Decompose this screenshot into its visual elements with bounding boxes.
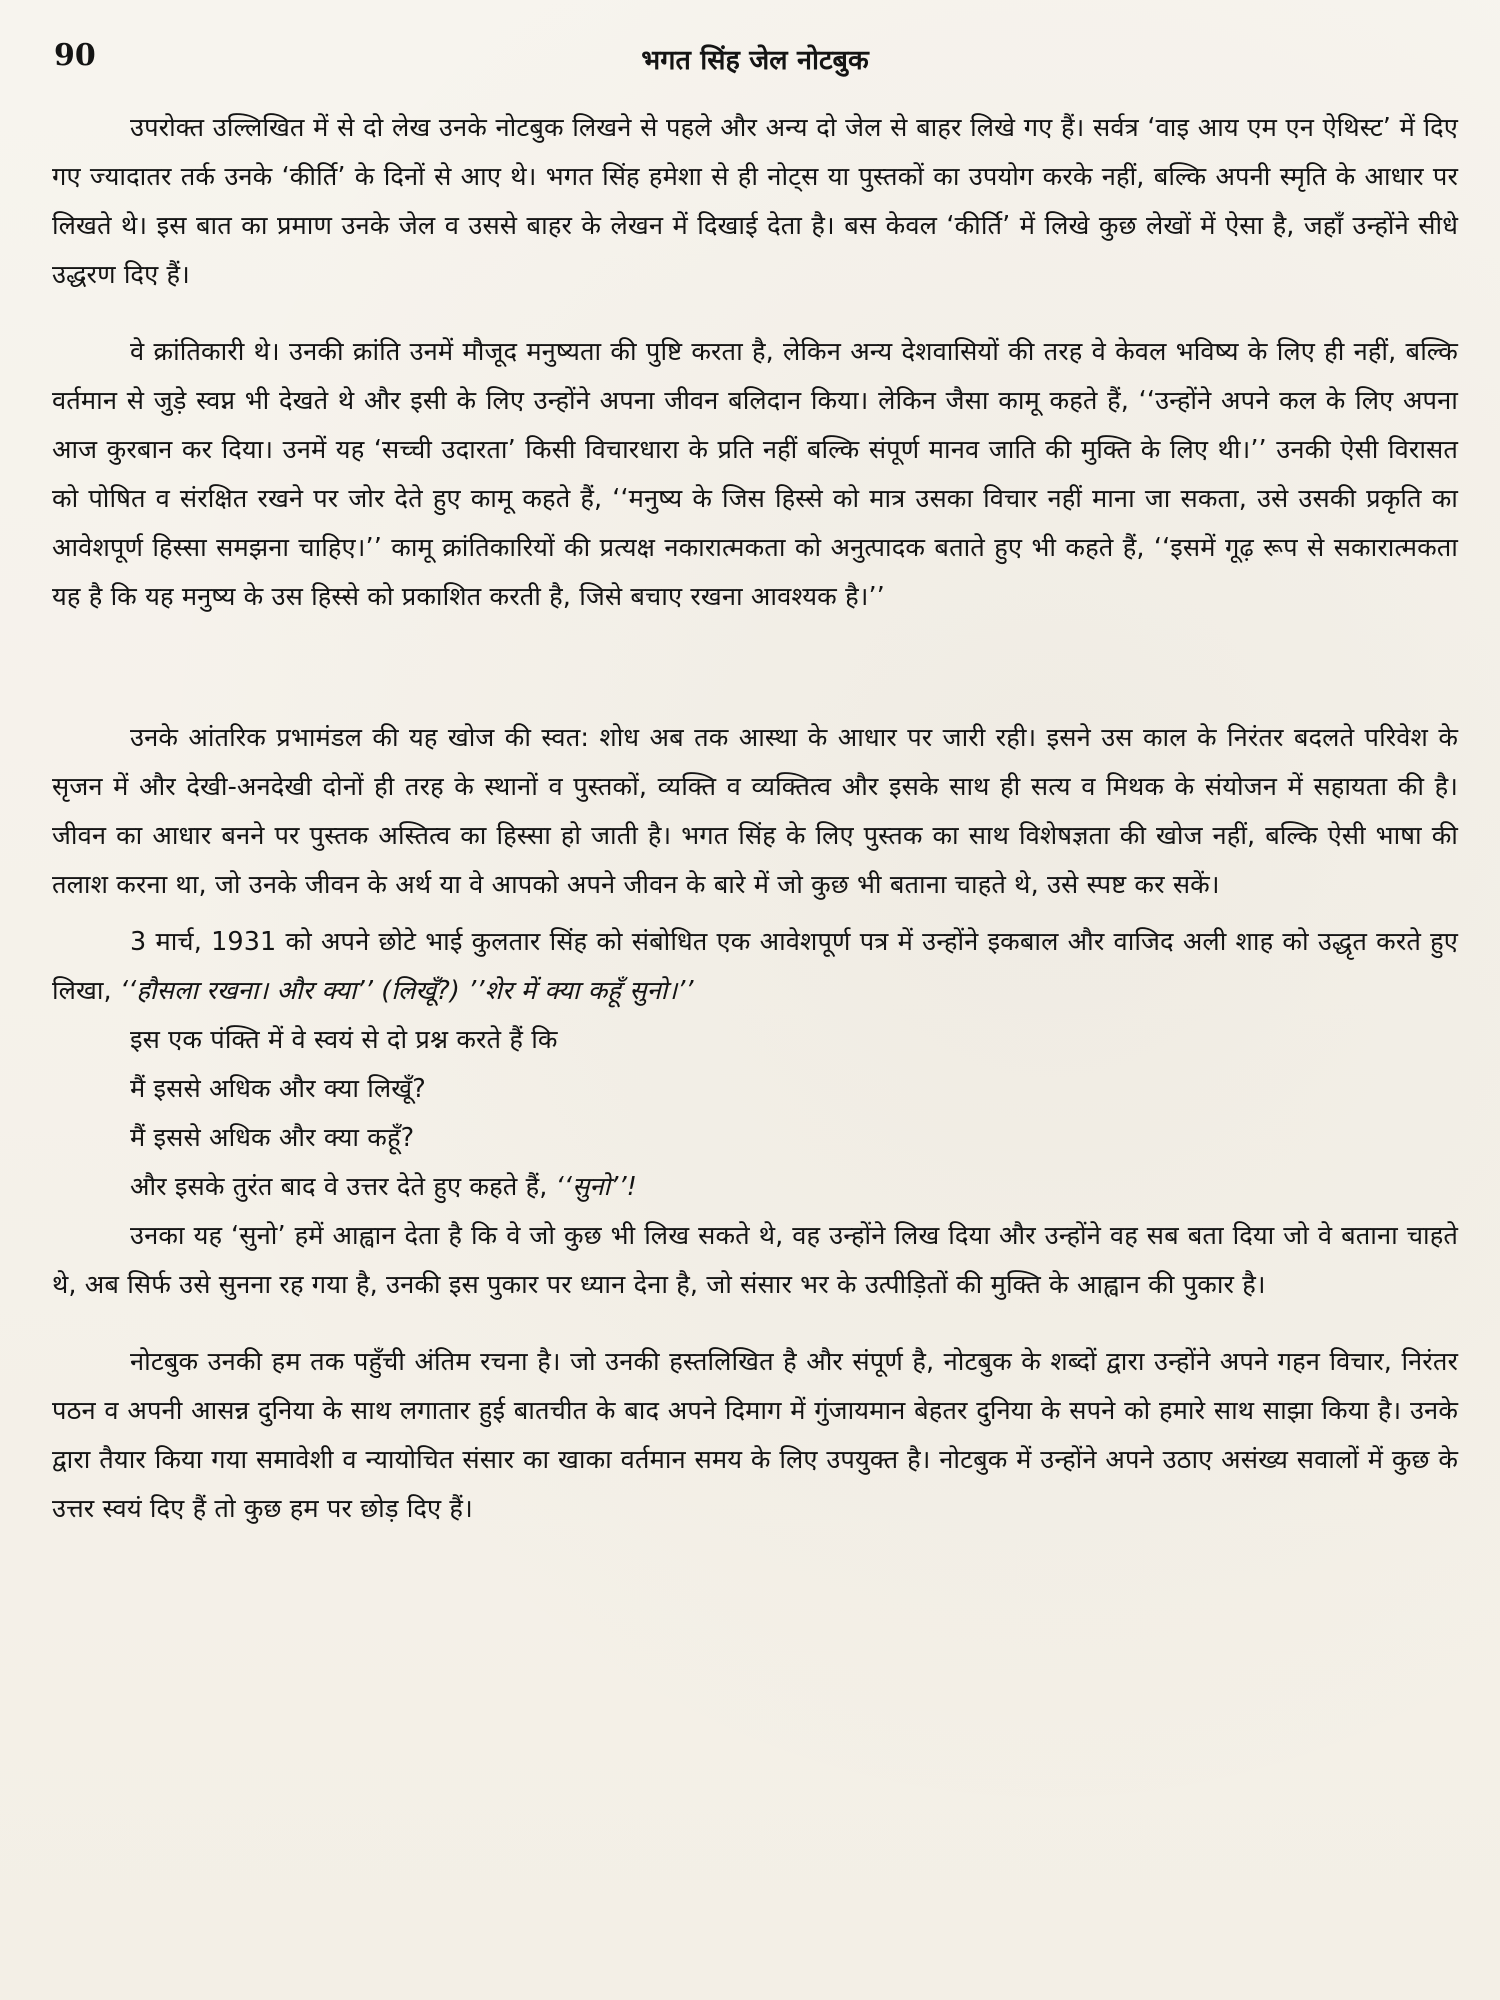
paragraph-6: नोटबुक उनकी हम तक पहुँची अंतिम रचना है। जो उनकी हस्तलिखित है और संपूर्ण है, नोटबुक के शब्दों द्वारा उन्होंने अपने गहन विचार, निरंतर पठन व अपनी आसन्न दुनिया के साथ लगातार हुई बातचीत के बाद अपने दिमाग में गुंजायमान बेहतर दुनिया के सपने को हमारे साथ साझा किया है। उनके द्वारा तैयार किया गया समावेशी व न्यायोचित संसार का खाका वर्तमान समय के लिए उपयुक्त है। नोटबुक में उन्होंने अपने उठाए असंख्य सवालों में कुछ के उत्तर स्वयं दिए हैं तो कुछ हम पर छोड़ दिए हैं।: [52, 1347, 1458, 1524]
paragraph-4: [52, 918, 1458, 1016]
answer-line: [52, 1163, 1458, 1212]
paragraph-2: वे क्रांतिकारी थे। उनकी क्रांति उनमें मौजूद मनुष्यता की पुष्टि करता है, लेकिन अन्य देशवासियों की तरह वे केवल भविष्य के लिए ही नहीं, बल्कि वर्तमान से जुड़े स्वप्न भी देखते थे और इसी के लिए उन्होंने अपना जीवन बलिदान किया। लेकिन जैसा कामू कहते हैं, ‘‘उन्होंने अपने कल के लिए अपना आज कुरबान कर दिया। उनमें यह ‘सच्ची उदारता’ किसी विचारधारा के प्रति नहीं बल्कि संपूर्ण मानव जाति की मुक्ति के लिए थी।’’ उनकी ऐसी विरासत को पोषित व संरक्षित रखने पर जोर देते हुए कामू कहते हैं, ‘‘मनुष्य के जिस हिस्से को मात्र उसका विचार नहीं माना जा सकता, उसे उसकी प्रकृति का आवेशपूर्ण हिस्सा समझना चाहिए।’’ कामू क्रांतिकारियों की प्रत्यक्ष नकारात्मकता को अनुत्पादक बताते हुए भी कहते हैं, ‘‘इसमें गूढ़ रूप से सकारात्मकता यह है कि यह मनुष्य के उस हिस्से को प्रकाशित करती है, जिसे बचाए रखना आवश्यक है।’’: [52, 337, 1458, 612]
page-number: 90: [54, 38, 96, 73]
letter-quote: ‘‘हौसला रखना। और क्या’’ (लिखूँ?) ’’शेर में क्या कहूँ सुनो।’’: [119, 976, 694, 1006]
paragraph-4-text: 3 मार्च, 1931 को अपने छोटे भाई कुलतार सिंह को संबोधित एक आवेशपूर्ण पत्र में उन्होंने इकबाल और वाजिद अली शाह को उद्धृत करते हुए लिखा,: [52, 927, 1459, 1006]
answer-quote: ‘‘सुनो’’!: [555, 1172, 637, 1202]
body-text: [52, 104, 1458, 1534]
question-intro: इस एक पंक्ति में वे स्वयं से दो प्रश्न करते हैं कि: [130, 1025, 558, 1055]
running-title: भगत सिंह जेल नोटबुक: [641, 45, 869, 76]
question-write: मैं इससे अधिक और क्या लिखूँ?: [130, 1074, 426, 1104]
answer-text: और इसके तुरंत बाद वे उत्तर देते हुए कहते हैं,: [130, 1172, 556, 1202]
paragraph-3: उनके आंतरिक प्रभामंडल की यह खोज की स्वत: शोध अब तक आस्था के आधार पर जारी रही। इसने उस काल के निरंतर बदलते परिवेश के सृजन में और देखी-अनदेखी दोनों ही तरह के स्थानों व पुस्तकों, व्यक्ति व व्यक्तित्व और इसके साथ ही सत्य व मिथक के संयोजन में सहायता की है। जीवन का आधार बनने पर पुस्तक अस्तित्व का हिस्सा हो जाती है। भगत सिंह के लिए पुस्तक का साथ विशेषज्ञता की खोज नहीं, बल्कि ऐसी भाषा की तलाश करना था, जो उनके जीवन के अर्थ या वे आपको अपने जीवन के बारे में जो कुछ भी बताना चाहते थे, उसे स्पष्ट कर सकें।: [52, 723, 1458, 900]
question-say: मैं इससे अधिक और क्या कहूँ?: [130, 1123, 415, 1153]
paragraph-1: उपरोक्त उल्लिखित में से दो लेख उनके नोटबुक लिखने से पहले और अन्य दो जेल से बाहर लिखे गए हैं। सर्वत्र ‘वाइ आय एम एन ऐथिस्ट’ में दिए गए ज्यादातर तर्क उनके ‘कीर्ति’ के दिनों से आए थे। भगत सिंह हमेशा से ही नोट्स या पुस्तकों का उपयोग करके नहीं, बल्कि अपनी स्मृति के आधार पर लिखते थे। इस बात का प्रमाण उनके जेल व उससे बाहर के लेखन में दिखाई देता है। बस केवल ‘कीर्ति’ में लिखे कुछ लेखों में ऐसा है, जहाँ उन्होंने सीधे उद्धरण दिए हैं।: [52, 113, 1458, 290]
page-header: [52, 36, 1458, 96]
paragraph-5: उनका यह ‘सुनो’ हमें आह्वान देता है कि वे जो कुछ भी लिख सकते थे, वह उन्होंने लिख दिया और उन्होंने वह सब बता दिया जो वे बताना चाहते थे, अब सिर्फ उसे सुनना रह गया है, उनकी इस पुकार पर ध्यान देना है, जो संसार भर के उत्पीड़ितों की मुक्ति के आह्वान की पुकार है।: [52, 1221, 1458, 1300]
